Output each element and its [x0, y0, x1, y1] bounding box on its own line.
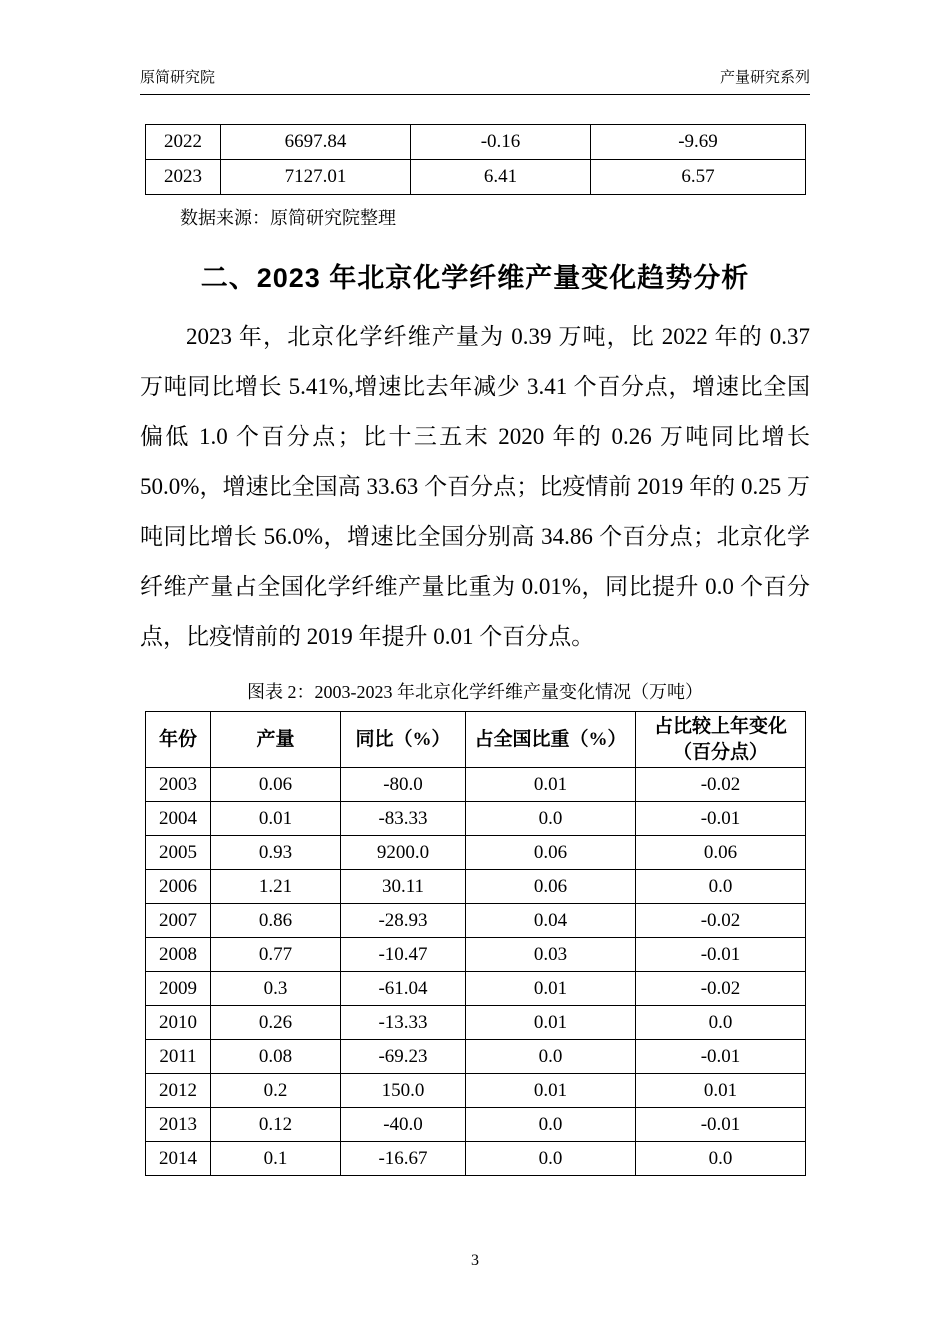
table-cell-yoy: -61.04: [341, 972, 466, 1006]
table-row: [146, 768, 806, 802]
table-cell-share-change: -0.01: [636, 1040, 806, 1074]
table-row: [146, 1006, 806, 1040]
section-heading: 二、2023 年北京化学纤维产量变化趋势分析: [200, 263, 750, 293]
production-table: [145, 711, 806, 1176]
table-cell-national-share: 0.0: [466, 1142, 636, 1176]
table-cell-output: 6697.84: [221, 125, 411, 160]
table-row: [146, 938, 806, 972]
table-cell-yoy: 30.11: [341, 870, 466, 904]
table-row: [146, 1142, 806, 1176]
table-cell-year: 2008: [146, 938, 211, 972]
table-cell-yoy: -40.0: [341, 1108, 466, 1142]
table-cell-yoy: -80.0: [341, 768, 466, 802]
table-cell-output: 1.21: [211, 870, 341, 904]
column-header-output: 产量: [211, 712, 341, 768]
body-paragraph: 2023 年，北京化学纤维产量为 0.39 万吨，比 2022 年的 0.37 万吨同比增长 5.41%,增速比去年减少 3.41 个百分点，增速比全国偏低 1.0 个百分点；比十三五末 2020 年的 0.26 万吨同比增长 50.0%，增速比全国高 33.63 个百分点；比疫情前 2019 年的 0.25 万吨同比增长 56.0%，增速比全国分别高 34.86 个百分点；北京化学纤维产量占全国化学纤维产量比重为 0.01%，同比提升 0.0 个百分点，比疫情前的 2019 年提升 0.01 个百分点。: [140, 324, 810, 649]
table-cell-share-change: -0.01: [636, 802, 806, 836]
table-cell-year: 2022: [146, 125, 221, 160]
table-cell-share-change: -0.01: [636, 938, 806, 972]
table-row: [146, 1108, 806, 1142]
table-cell-national-share: 0.01: [466, 768, 636, 802]
table-cell-yoy: 150.0: [341, 1074, 466, 1108]
table-cell-output: 0.86: [211, 904, 341, 938]
table-cell-national-share: 0.01: [466, 972, 636, 1006]
table-cell-year: 2013: [146, 1108, 211, 1142]
column-header-yoy: 同比（%）: [341, 712, 466, 768]
table-cell-share-change: -0.02: [636, 768, 806, 802]
table-cell-national-share: 0.0: [466, 802, 636, 836]
table-cell-yoy: -0.16: [411, 125, 591, 160]
data-source-note: 数据来源：原简研究院整理: [180, 208, 396, 228]
table-row: [146, 972, 806, 1006]
table-cell-change: -9.69: [591, 125, 806, 160]
table-cell-output: 0.08: [211, 1040, 341, 1074]
table-cell-national-share: 0.04: [466, 904, 636, 938]
table-cell-national-share: 0.06: [466, 870, 636, 904]
table-row: [146, 1074, 806, 1108]
table-cell-yoy: -28.93: [341, 904, 466, 938]
table-cell-yoy: -16.67: [341, 1142, 466, 1176]
table-row: [146, 160, 806, 195]
table-cell-yoy: -13.33: [341, 1006, 466, 1040]
table-cell-change: 6.57: [591, 160, 806, 195]
table-cell-yoy: -69.23: [341, 1040, 466, 1074]
table-cell-year: 2011: [146, 1040, 211, 1074]
table-cell-year: 2004: [146, 802, 211, 836]
table-cell-output: 0.12: [211, 1108, 341, 1142]
table-cell-yoy: 9200.0: [341, 836, 466, 870]
table-cell-year: 2006: [146, 870, 211, 904]
column-header-national-share: 占全国比重（%）: [466, 712, 636, 768]
table-header-row: [146, 712, 806, 768]
table-row: [146, 870, 806, 904]
table-cell-share-change: -0.01: [636, 1108, 806, 1142]
table-cell-national-share: 0.06: [466, 836, 636, 870]
table-cell-output: 0.3: [211, 972, 341, 1006]
table-cell-output: 0.2: [211, 1074, 341, 1108]
table-row: [146, 836, 806, 870]
table-cell-national-share: 0.0: [466, 1040, 636, 1074]
table-cell-output: 0.93: [211, 836, 341, 870]
table-cell-year: 2009: [146, 972, 211, 1006]
table-caption: 图表 2：2003-2023 年北京化学纤维产量变化情况（万吨）: [247, 682, 703, 702]
header-left-text: 原简研究院: [140, 70, 216, 86]
table-cell-year: 2003: [146, 768, 211, 802]
table-row: [146, 1040, 806, 1074]
table-cell-year: 2005: [146, 836, 211, 870]
table-cell-national-share: 0.01: [466, 1006, 636, 1040]
table-cell-national-share: 0.03: [466, 938, 636, 972]
table-cell-share-change: 0.06: [636, 836, 806, 870]
table-cell-share-change: 0.0: [636, 1142, 806, 1176]
table-cell-output: 0.01: [211, 802, 341, 836]
column-header-year: 年份: [146, 712, 211, 768]
table-cell-output: 7127.01: [221, 160, 411, 195]
table-cell-share-change: -0.02: [636, 972, 806, 1006]
header-right-text: 产量研究系列: [719, 70, 810, 86]
table-cell-year: 2010: [146, 1006, 211, 1040]
page-header: [140, 66, 810, 95]
table-cell-national-share: 0.0: [466, 1108, 636, 1142]
table-cell-share-change: 0.0: [636, 870, 806, 904]
table-cell-year: 2012: [146, 1074, 211, 1108]
table-cell-yoy: -10.47: [341, 938, 466, 972]
table-cell-year: 2023: [146, 160, 221, 195]
table-row: [146, 904, 806, 938]
table-cell-output: 0.26: [211, 1006, 341, 1040]
table-cell-national-share: 0.01: [466, 1074, 636, 1108]
top-table: [145, 124, 806, 195]
table-cell-output: 0.1: [211, 1142, 341, 1176]
table-cell-output: 0.06: [211, 768, 341, 802]
table-cell-share-change: 0.0: [636, 1006, 806, 1040]
table-cell-share-change: -0.02: [636, 904, 806, 938]
column-header-share-change: 占比较上年变化（百分点）: [636, 712, 806, 768]
table-row: [146, 125, 806, 160]
table-cell-share-change: 0.01: [636, 1074, 806, 1108]
table-cell-yoy: 6.41: [411, 160, 591, 195]
table-row: [146, 802, 806, 836]
table-cell-output: 0.77: [211, 938, 341, 972]
table-cell-year: 2014: [146, 1142, 211, 1176]
table-cell-yoy: -83.33: [341, 802, 466, 836]
page-number: 3: [471, 1252, 479, 1269]
table-cell-year: 2007: [146, 904, 211, 938]
